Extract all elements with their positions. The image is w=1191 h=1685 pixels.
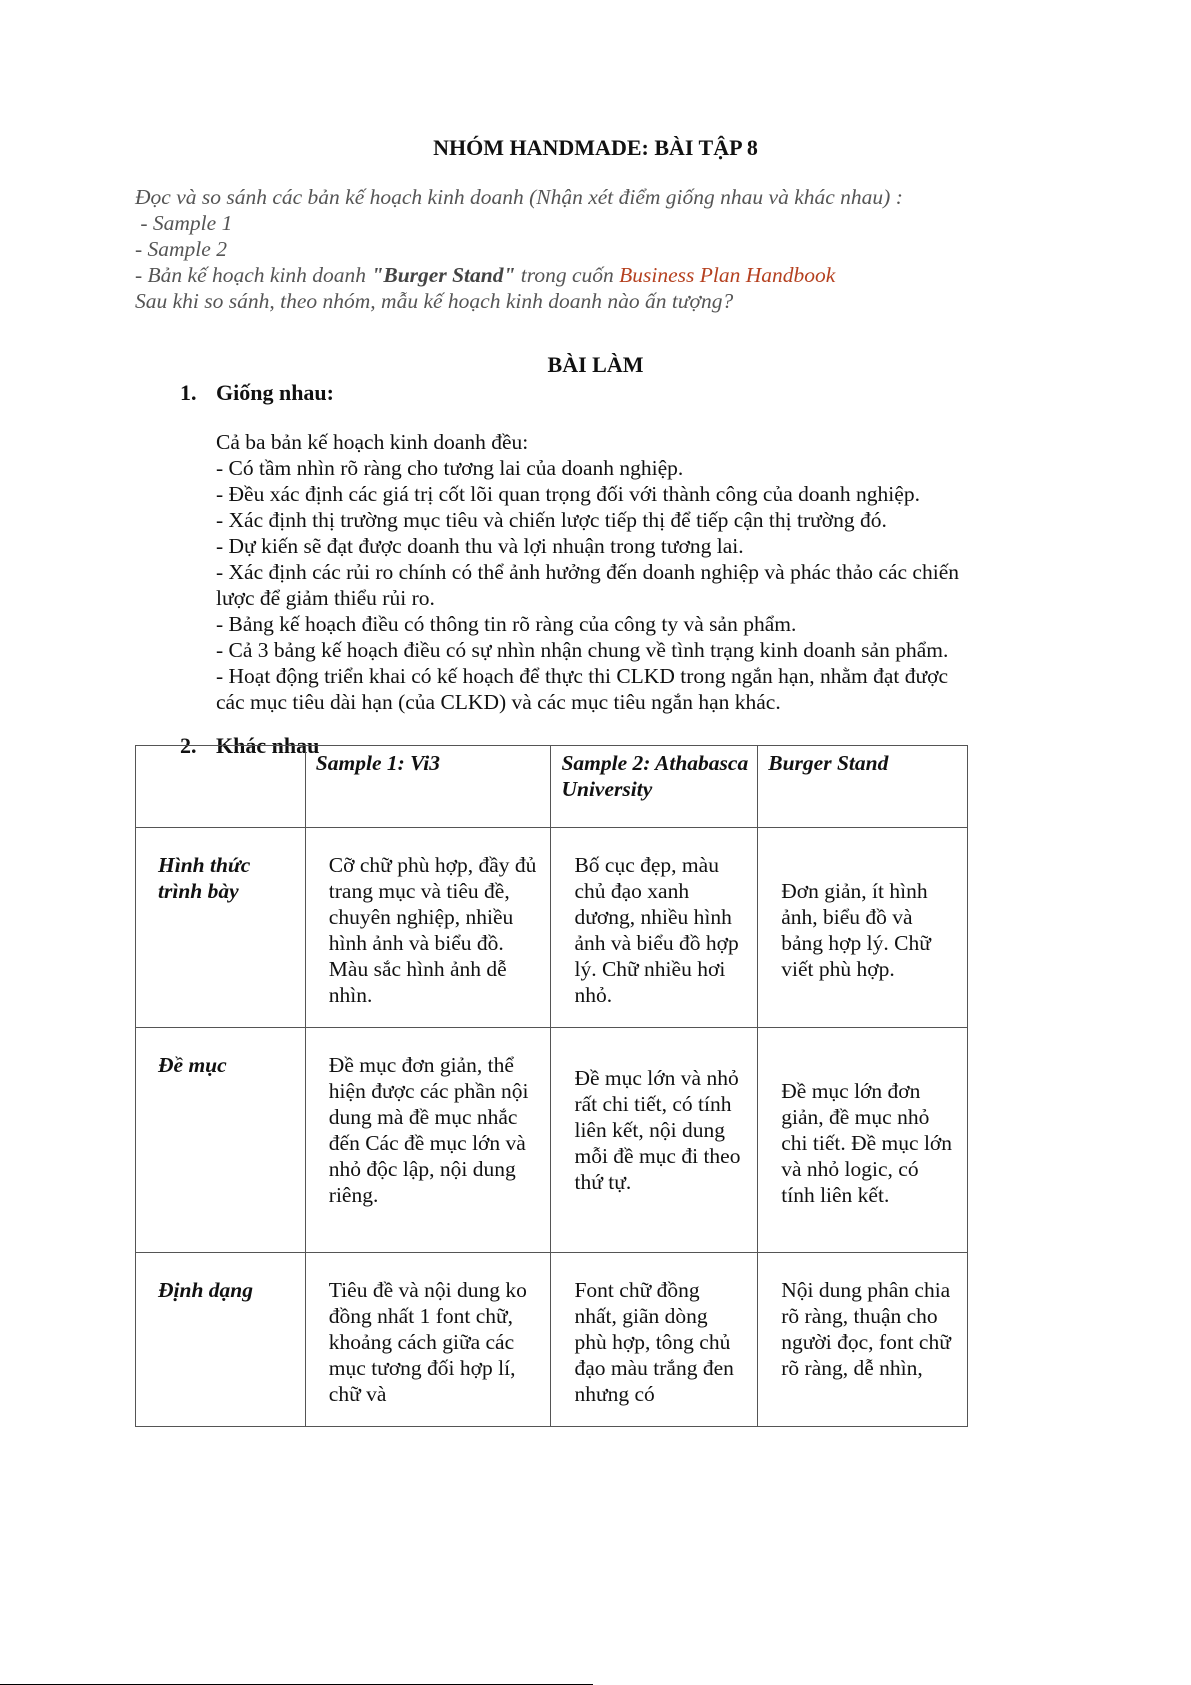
prompt-line: Đọc và so sánh các bản kế hoạch kinh doanh (Nhận xét điểm giống nhau và khác nhau) :	[135, 185, 903, 209]
table-cell: Bố cục đẹp, màu chủ đạo xanh dương, nhiều hình ảnh và biểu đồ hợp lý. Chữ nhiều hơi nhỏ.	[551, 828, 758, 1028]
list-item: - Bảng kế hoạch điều có thông tin rõ ràng của công ty và sản phẩm.	[216, 612, 797, 636]
prompt-line: - Sample 1	[135, 211, 233, 235]
table-cell: Đơn giản, ít hình ảnh, biểu đồ và bảng hợp lý. Chữ viết phù hợp.	[758, 828, 968, 1028]
table-cell: Tiêu đề và nội dung ko đồng nhất 1 font chữ, khoảng cách giữa các mục tương đối hợp lí, chữ và	[305, 1253, 551, 1427]
prompt-text: trong cuốn	[515, 263, 620, 287]
table-row	[136, 1028, 968, 1253]
table-row	[136, 828, 968, 1028]
section-title: Khác nhau	[216, 733, 320, 758]
prompt-line	[135, 262, 903, 288]
similarities-list	[216, 429, 976, 715]
list-item: - Có tầm nhìn rõ ràng cho tương lai của doanh nghiệp.	[216, 456, 684, 480]
list-item: - Cả 3 bảng kế hoạch điều có sự nhìn nhận chung về tình trạng kinh doanh sản phẩm.	[216, 638, 949, 662]
table-cell: Font chữ đồng nhất, giãn dòng phù hợp, tông chủ đạo màu trắng đen nhưng có	[551, 1253, 758, 1427]
table-cell: Đề mục lớn và nhỏ rất chi tiết, có tính liên kết, nội dung mỗi đề mục đi theo thứ tự.	[551, 1028, 758, 1253]
table-cell: Đề mục lớn đơn giản, đề mục nhỏ chi tiết. Đề mục lớn và nhỏ logic, có tính liên kết.	[758, 1028, 968, 1253]
table-cell: Cỡ chữ phù hợp, đầy đủ trang mục và tiêu đề, chuyên nghiệp, nhiều hình ảnh và biểu đồ. Màu sắc hình ảnh dễ nhìn.	[305, 828, 551, 1028]
business-plan-handbook-link[interactable]: Business Plan Handbook	[619, 263, 836, 287]
similarities-lead: Cả ba bản kế hoạch kinh doanh đều:	[216, 430, 529, 454]
table-cell: Đề mục đơn giản, thể hiện được các phần nội dung mà đề mục nhắc đến Các đề mục lớn và nhỏ độc lập, nội dung riêng.	[305, 1028, 551, 1253]
table-header-row	[136, 746, 968, 828]
header-cell: Sample 2: Athabasca University	[551, 746, 758, 828]
row-label: Đề mục	[136, 1028, 306, 1253]
header-cell	[136, 746, 306, 828]
header-cell: Sample 1: Vi3	[305, 746, 551, 828]
burger-stand-bold: "Burger Stand"	[371, 263, 516, 287]
table-cell: Nội dung phân chia rõ ràng, thuận cho người đọc, font chữ rõ ràng, dễ nhìn,	[758, 1253, 968, 1427]
section-number: 1.	[180, 380, 197, 405]
prompt-text: - Bản kế hoạch kinh doanh	[135, 263, 372, 287]
header-cell: Burger Stand	[758, 746, 968, 828]
work-heading: BÀI LÀM	[547, 352, 644, 377]
document-title: NHÓM HANDMADE: BÀI TẬP 8	[433, 135, 758, 160]
row-label: Hình thức trình bày	[136, 828, 306, 1028]
section-title: Giống nhau:	[216, 380, 334, 405]
row-label: Định dạng	[136, 1253, 306, 1427]
prompt-line: Sau khi so sánh, theo nhóm, mẫu kế hoạch kinh doanh nào ấn tượng?	[135, 289, 734, 313]
list-item: - Hoạt động triển khai có kế hoạch để thực thi CLKD trong ngắn hạn, nhằm đạt được các mục tiêu dài hạn (của CLKD) và các mục tiêu ngắn hạn khác.	[216, 664, 949, 714]
list-item: - Xác định thị trường mục tiêu và chiến lược tiếp thị để tiếp cận thị trường đó.	[216, 508, 887, 532]
assignment-prompt	[135, 184, 903, 314]
differences-table	[135, 745, 968, 1427]
list-item: - Đều xác định các giá trị cốt lõi quan trọng đối với thành công của doanh nghiệp.	[216, 482, 920, 506]
section-similarities-heading	[180, 380, 334, 406]
section-number: 2.	[180, 733, 197, 758]
list-item: - Dự kiến sẽ đạt được doanh thu và lợi nhuận trong tương lai.	[216, 534, 744, 558]
prompt-line: - Sample 2	[135, 237, 227, 261]
list-item: - Xác định các rủi ro chính có thể ảnh hưởng đến doanh nghiệp và phác thảo các chiến lược để giảm thiểu rủi ro.	[216, 560, 959, 610]
table-row	[136, 1253, 968, 1427]
